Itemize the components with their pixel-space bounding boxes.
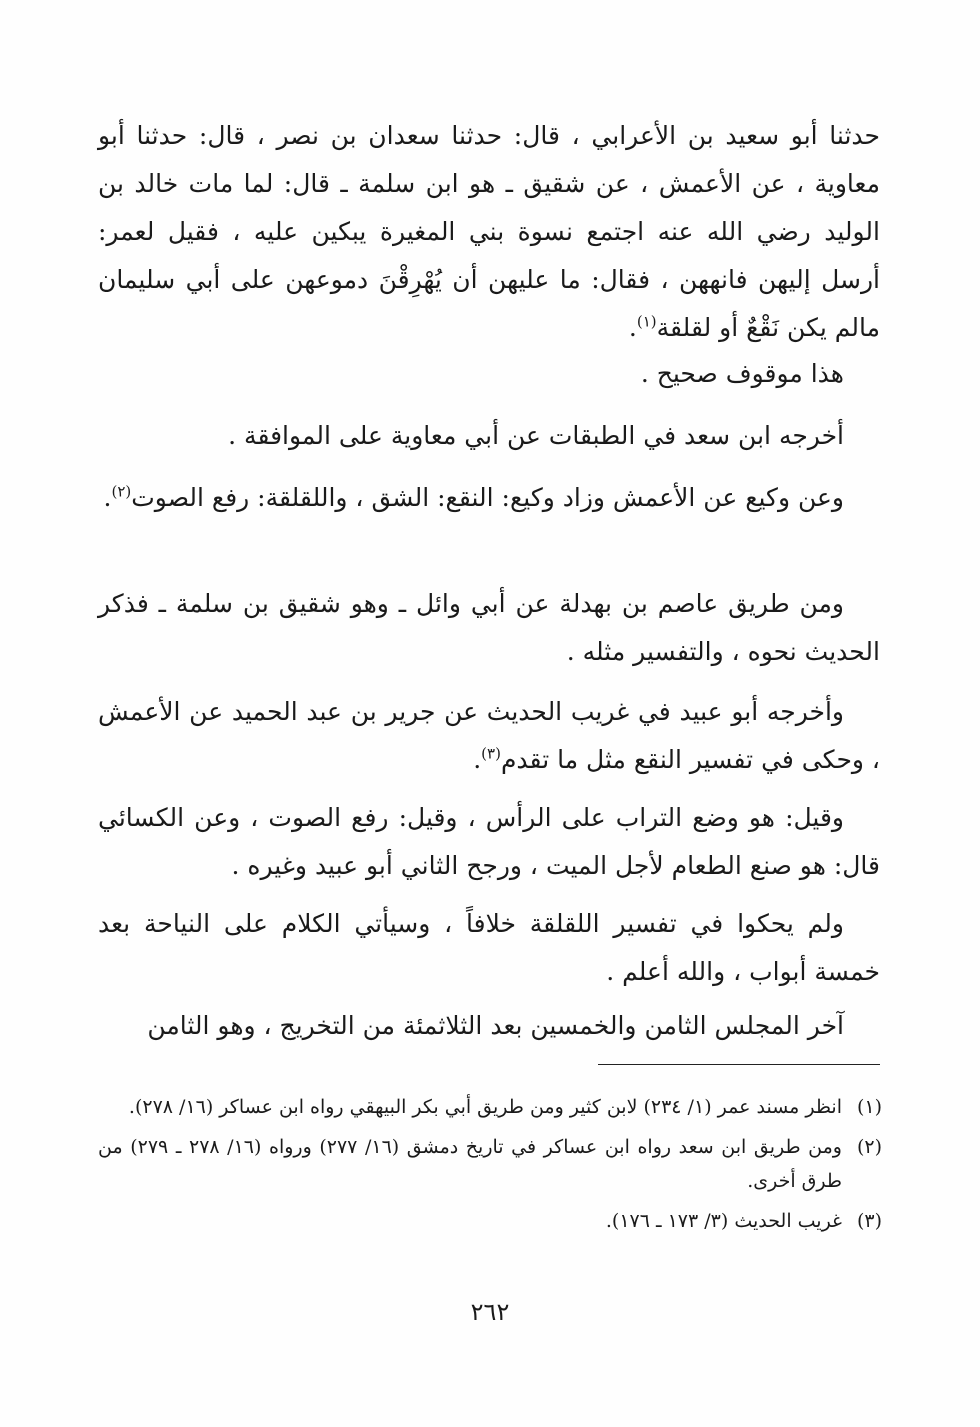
paragraph-session-end: [98, 1002, 880, 1050]
footnote-ref-3[interactable]: (٣): [481, 744, 501, 763]
footnote-number: (١): [856, 1096, 882, 1118]
sentence-end: .: [628, 313, 637, 342]
paragraph-text: حدثنا أبو سعيد بن الأعرابي ، قال: حدثنا سعدان بن نصر ، قال: حدثنا أبو معاوية ، عن الأعمش ، عن شقيق ـ هو ابن سلمة ـ قال: لما مات خالد بن الوليد رضي الله عنه اجتمع نسوة بني المغيرة يبكين عليه ، فقيل لعمر: أرسل إليهن فانههن ، فقال: ما عليهن أن يُهْرِقْنَ دموعهن على أبي سليمان مالم يكن نَقْعٌ أو لقلقة: [98, 121, 880, 342]
paragraph-interpretation: [98, 794, 880, 890]
paragraph-ibn-saad: [98, 412, 880, 460]
paragraph-grading: [98, 350, 880, 398]
footnote-ref-2[interactable]: (٢): [111, 482, 132, 501]
footnote-number: (٢): [856, 1136, 882, 1158]
footnote-item: [98, 1090, 882, 1124]
footnote-divider: [598, 1064, 880, 1065]
paragraph-text: وأخرجه أبو عبيد في غريب الحديث عن جرير بن عبد الحميد عن الأعمش ، وحكى في تفسير النقع مثل ما تقدم: [98, 697, 880, 774]
page-number: ٢٦٢: [470, 1298, 510, 1326]
paragraph-text: آخر المجلس الثامن والخمسين بعد الثلاثمئة من التخريج ، وهو الثامن: [147, 1011, 844, 1040]
paragraph-abu-ubaid: [98, 688, 880, 784]
footnote-ref-1[interactable]: (١): [636, 312, 657, 331]
footnote-item: [98, 1204, 882, 1238]
paragraph-hadith-chain: [98, 112, 880, 352]
paragraph-text: أخرجه ابن سعد في الطبقات عن أبي معاوية على الموافقة .: [228, 421, 844, 450]
paragraph-text: هذا موقوف صحيح .: [640, 359, 844, 388]
paragraph-waki: [98, 474, 880, 522]
paragraph-text: وعن وكيع عن الأعمش وزاد وكيع: النقع: الشق ، واللقلقة: رفع الصوت: [131, 483, 844, 512]
footnote-text: انظر مسند عمر (١/ ٢٣٤) لابن كثير ومن طريق أبي بكر البيهقي رواه ابن عساكر (١٦/ ٢٧٨).: [128, 1096, 842, 1118]
paragraph-laqlaqa: [98, 900, 880, 996]
footnote-text: ومن طريق ابن سعد رواه ابن عساكر في تاريخ دمشق (١٦/ ٢٧٧) ورواه (١٦/ ٢٧٨ ـ ٢٧٩) من طرق أخرى.: [98, 1136, 842, 1192]
paragraph-asim: [98, 580, 880, 676]
footnote-item: [98, 1130, 882, 1198]
footnote-text: غريب الحديث (٣/ ١٧٣ ـ ١٧٦).: [605, 1210, 842, 1232]
paragraph-text: ومن طريق عاصم بن بهدلة عن أبي وائل ـ وهو شقيق بن سلمة ـ فذكر الحديث نحوه ، والتفسير مثله .: [98, 589, 880, 666]
footnotes-section: [98, 1090, 882, 1244]
paragraph-text: وقيل: هو وضع التراب على الرأس ، وقيل: رفع الصوت ، وعن الكسائي قال: هو صنع الطعام لأجل الميت ، ورجح الثاني أبو عبيد وغيره .: [98, 803, 880, 880]
sentence-end: .: [103, 483, 112, 512]
paragraph-text: ولم يحكوا في تفسير اللقلقة خلافاً ، وسيأتي الكلام على النياحة بعد خمسة أبواب ، والله أعلم .: [98, 909, 880, 986]
footnote-number: (٣): [856, 1210, 882, 1232]
sentence-end: .: [473, 745, 482, 774]
